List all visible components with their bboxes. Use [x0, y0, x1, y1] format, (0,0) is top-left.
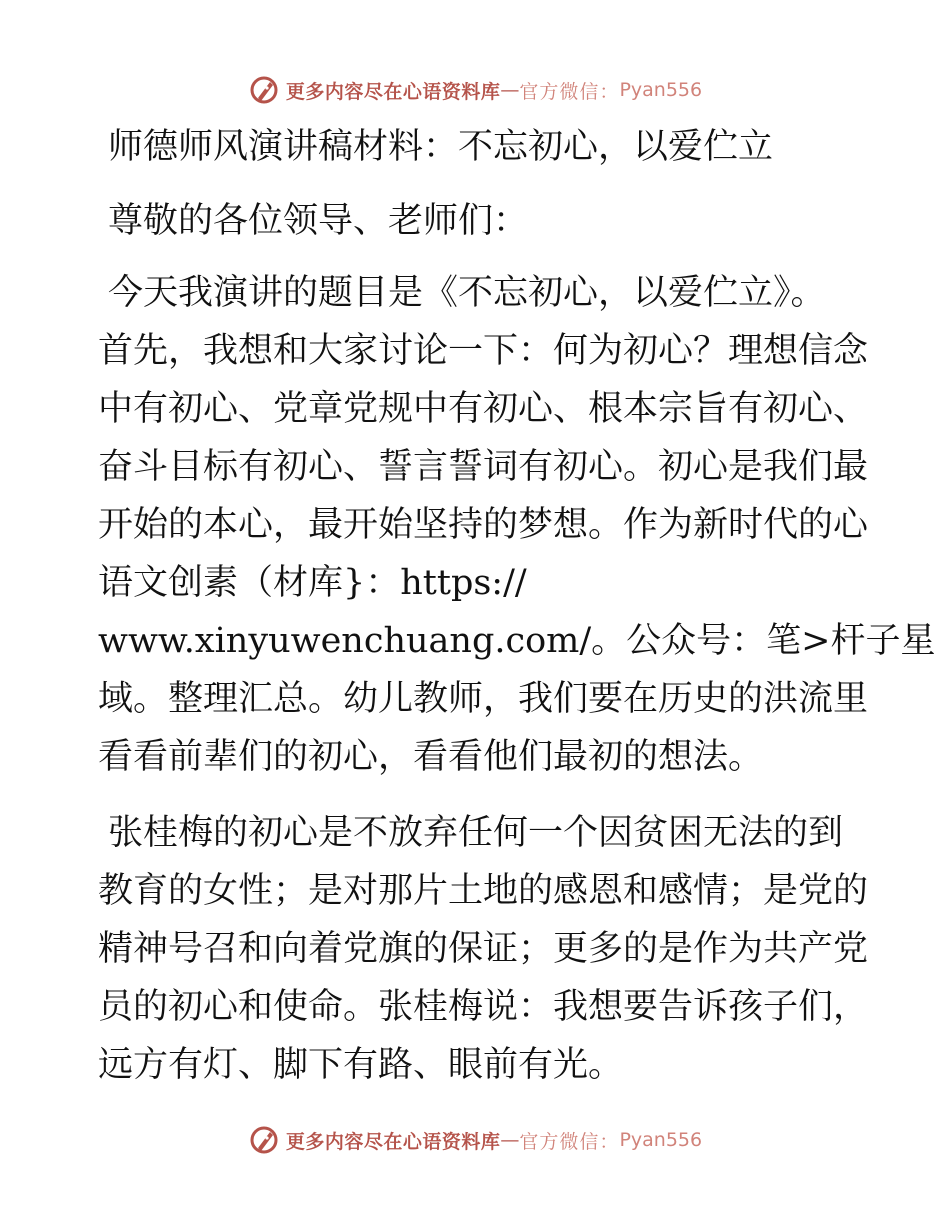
paragraph-line: 域。整理汇总。幼儿教师，我们要在历史的洪流里 — [98, 679, 869, 719]
document-body — [98, 118, 936, 1094]
banner-main-text: 更多内容尽在心语资料库 — [285, 80, 501, 103]
paragraph-line: 远方有灯、脚下有路、眼前有光。 — [98, 1045, 624, 1085]
greeting: 尊敬的各位领导、老师们： — [108, 201, 529, 241]
paragraph-1 — [98, 264, 936, 786]
paragraph-line: 看看前辈们的初心，看看他们最初的想法。 — [98, 737, 764, 777]
banner-sub-text: 官方微信： — [519, 80, 620, 103]
paragraph-line: www.xinyuwenchuang.com/。公众号：笔>杆子星 — [98, 621, 936, 661]
footer-banner — [0, 1120, 950, 1160]
banner-main-text: 更多内容尽在心语资料库 — [285, 1130, 501, 1153]
banner-sub-text: 官方微信： — [519, 1130, 620, 1153]
paragraph-2 — [98, 804, 869, 1094]
paragraph-line: 教育的女性；是对那片土地的感恩和感情；是党的 — [98, 871, 869, 911]
paragraph-line: 员的初心和使命。张桂梅说：我想要告诉孩子们， — [98, 987, 869, 1027]
banner-wechat-id: Pyan556 — [619, 79, 703, 101]
banner-dash: — — [500, 79, 520, 101]
pen-nib-circle-icon — [248, 1124, 280, 1156]
paragraph-line: 张桂梅的初心是不放弃任何一个因贫困无法的到 — [108, 813, 844, 853]
paragraph-line: 中有初心、党章党规中有初心、根本宗旨有初心、 — [98, 389, 869, 429]
document-title: 师德师风演讲稿材料：不忘初心，以爱伫立 — [108, 127, 774, 167]
header-banner — [0, 70, 950, 110]
paragraph-line: 奋斗目标有初心、誓言誓词有初心。初心是我们最 — [98, 447, 869, 487]
paragraph-line: 语文创素（材库}：https:// — [98, 563, 527, 603]
pen-nib-circle-icon — [248, 74, 280, 106]
paragraph-line: 首先，我想和大家讨论一下：何为初心？理想信念 — [98, 331, 869, 371]
paragraph-line: 开始的本心，最开始坚持的梦想。作为新时代的心 — [98, 505, 869, 545]
paragraph-line: 今天我演讲的题目是《不忘初心，以爱伫立》。 — [108, 273, 826, 313]
banner-dash: — — [500, 1129, 520, 1151]
banner-wechat-id: Pyan556 — [619, 1129, 703, 1151]
paragraph-line: 精神号召和向着党旗的保证；更多的是作为共产党 — [98, 929, 869, 969]
